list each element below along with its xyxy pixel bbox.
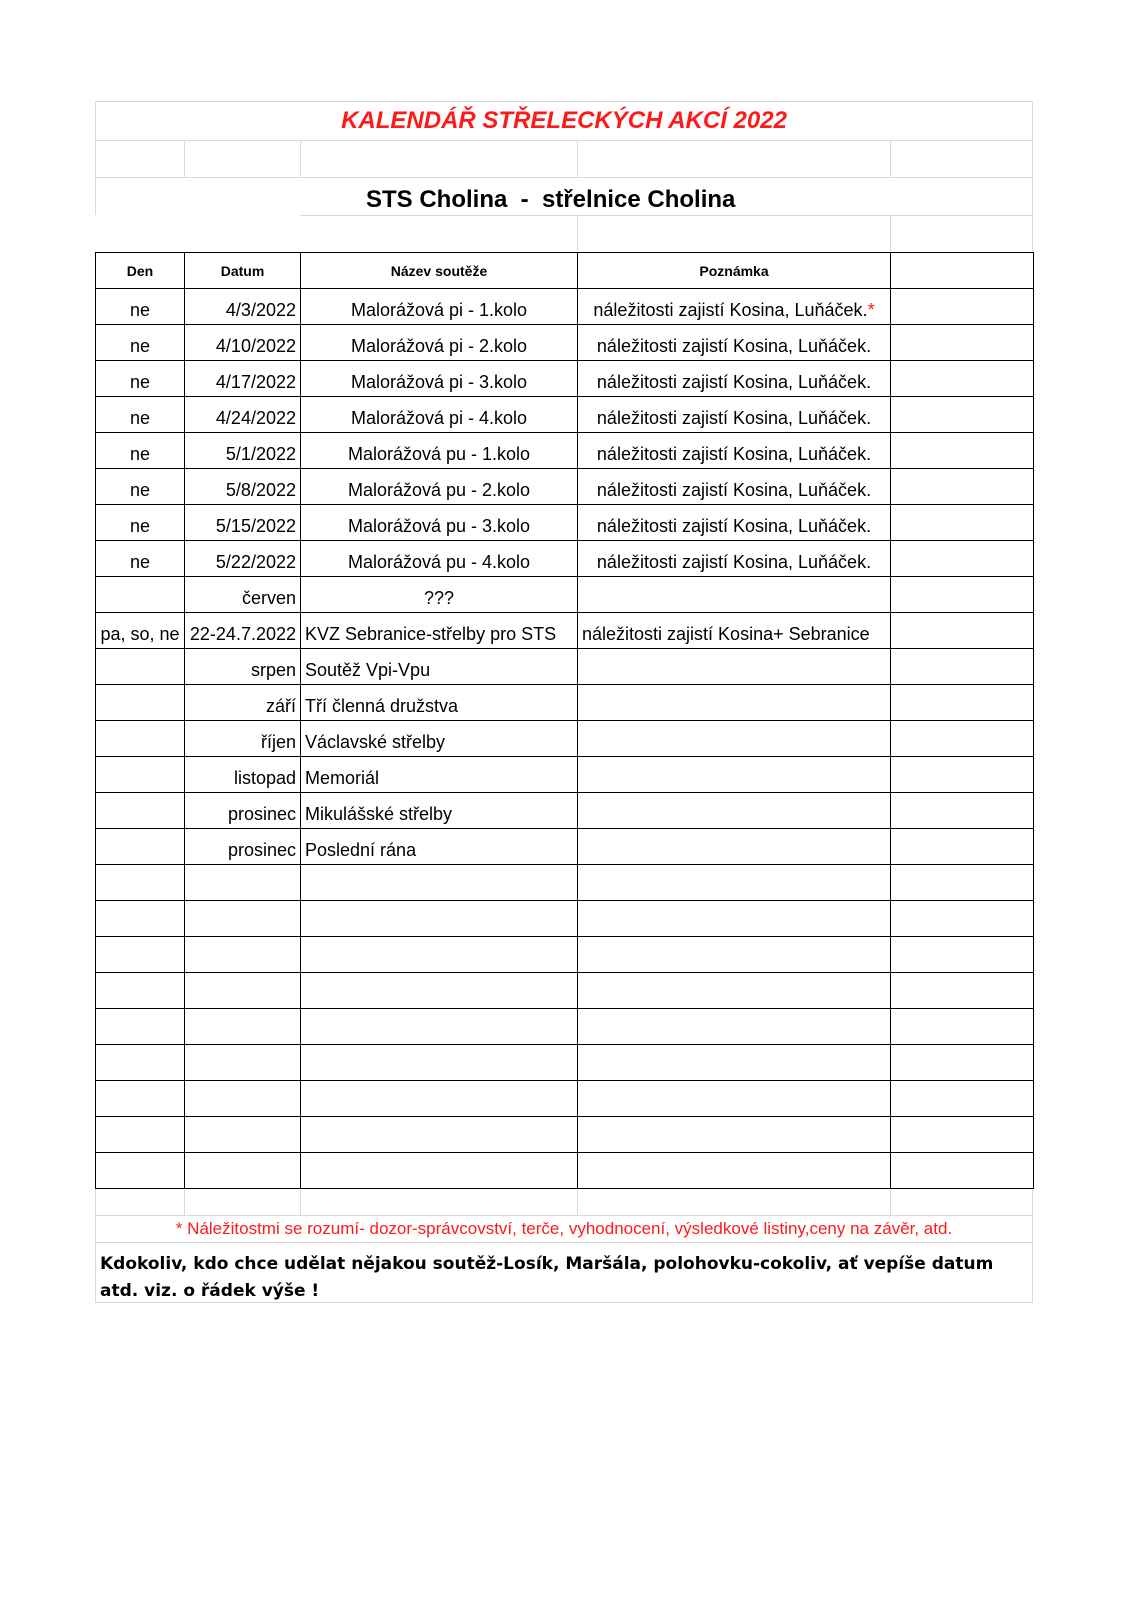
cell-datum[interactable]: [185, 1045, 301, 1081]
cell-nazev-text: Malorážová pi - 3.kolo: [350, 372, 528, 392]
cell-nazev[interactable]: [301, 289, 578, 325]
cell-nazev[interactable]: [301, 1117, 578, 1153]
cell-den-text: ne: [129, 552, 151, 572]
table-row: [96, 325, 1034, 361]
cell-extra[interactable]: [891, 577, 1034, 613]
cell-datum[interactable]: [185, 1081, 301, 1117]
cell-datum[interactable]: [185, 649, 301, 685]
table-row: [96, 1009, 1034, 1045]
footnote-marker: *: [867, 300, 875, 320]
cell-datum[interactable]: [185, 397, 301, 433]
blank-cell[interactable]: [95, 1189, 184, 1215]
header-datum: Datum: [185, 253, 301, 289]
table-row: [96, 433, 1034, 469]
table-row: [96, 865, 1034, 901]
cell-datum-text: 5/8/2022: [225, 480, 296, 500]
cell-den[interactable]: [96, 1081, 185, 1117]
cell-poznamka-text: náležitosti zajistí Kosina, Luňáček.: [596, 516, 872, 536]
cell-datum-text: srpen: [250, 660, 296, 680]
cell-datum[interactable]: [185, 289, 301, 325]
cell-den[interactable]: [96, 433, 185, 469]
cell-poznamka[interactable]: [578, 325, 891, 361]
footer-row: [95, 1242, 1033, 1303]
cell-datum-text: 5/15/2022: [215, 516, 296, 536]
cell-nazev[interactable]: [301, 829, 578, 865]
cell-poznamka[interactable]: [578, 469, 891, 505]
table-row: [96, 469, 1034, 505]
cell-den[interactable]: [96, 1009, 185, 1045]
blank-cell[interactable]: [577, 140, 890, 177]
cell-datum[interactable]: [185, 721, 301, 757]
cell-den[interactable]: [96, 469, 185, 505]
cell-datum[interactable]: [185, 505, 301, 541]
header-poznamka: Poznámka: [578, 253, 891, 289]
cell-den-text: ne: [129, 444, 151, 464]
cell-nazev[interactable]: [301, 397, 578, 433]
cell-nazev[interactable]: [301, 649, 578, 685]
table-row: [96, 505, 1034, 541]
cell-den-text: ne: [129, 408, 151, 428]
gap-divider: [890, 215, 891, 252]
table-header-row: [96, 253, 1034, 289]
cell-poznamka[interactable]: [578, 1117, 891, 1153]
cell-poznamka[interactable]: [578, 1009, 891, 1045]
cell-poznamka[interactable]: [578, 433, 891, 469]
cell-datum-text: listopad: [233, 768, 296, 788]
cell-datum[interactable]: [185, 541, 301, 577]
cell-poznamka[interactable]: [578, 361, 891, 397]
cell-nazev[interactable]: [301, 901, 578, 937]
cell-datum-text: 5/1/2022: [225, 444, 296, 464]
blank-cell[interactable]: [300, 140, 577, 177]
cell-datum-text: 22-24.7.2022: [189, 624, 296, 644]
cell-extra[interactable]: [891, 613, 1034, 649]
cell-extra[interactable]: [891, 1153, 1034, 1189]
cell-nazev[interactable]: [301, 1045, 578, 1081]
cell-nazev[interactable]: [301, 793, 578, 829]
cell-den[interactable]: [96, 613, 185, 649]
cell-extra[interactable]: [891, 1009, 1034, 1045]
cell-den-text: pa, so, ne: [100, 624, 180, 644]
cell-nazev[interactable]: [301, 577, 578, 613]
cell-nazev[interactable]: [301, 361, 578, 397]
cell-datum[interactable]: [185, 433, 301, 469]
events-table: [95, 252, 1034, 1189]
cell-den-text: ne: [129, 300, 151, 320]
cell-extra[interactable]: [891, 1117, 1034, 1153]
calendar-sheet: [95, 101, 1033, 1303]
cell-nazev-text: Malorážová pi - 1.kolo: [350, 300, 528, 320]
cell-poznamka[interactable]: [578, 973, 891, 1009]
cell-nazev[interactable]: [301, 973, 578, 1009]
cell-nazev-text: Malorážová pu - 3.kolo: [347, 516, 531, 536]
table-row: [96, 1117, 1034, 1153]
gap-divider: [577, 215, 578, 252]
table-row: [96, 1081, 1034, 1117]
cell-nazev[interactable]: [301, 541, 578, 577]
cell-datum[interactable]: [185, 829, 301, 865]
cell-datum[interactable]: [185, 973, 301, 1009]
cell-nazev[interactable]: [301, 325, 578, 361]
cell-den[interactable]: [96, 397, 185, 433]
cell-extra[interactable]: [891, 469, 1034, 505]
cell-nazev-text: Mikulášské střelby: [305, 804, 453, 824]
cell-extra[interactable]: [891, 541, 1034, 577]
cell-den[interactable]: [96, 505, 185, 541]
table-row: [96, 289, 1034, 325]
cell-den-text: ne: [129, 516, 151, 536]
cell-den[interactable]: [96, 973, 185, 1009]
cell-poznamka[interactable]: [578, 793, 891, 829]
cell-datum-text: 4/10/2022: [215, 336, 296, 356]
cell-nazev[interactable]: [301, 937, 578, 973]
table-row: [96, 721, 1034, 757]
cell-datum[interactable]: [185, 1153, 301, 1189]
cell-datum-text: prosinec: [227, 804, 296, 824]
cell-datum[interactable]: [185, 757, 301, 793]
blank-cell[interactable]: [890, 1189, 1033, 1215]
cell-extra[interactable]: [891, 793, 1034, 829]
table-row: [96, 577, 1034, 613]
cell-datum-text: 4/17/2022: [215, 372, 296, 392]
cell-extra[interactable]: [891, 289, 1034, 325]
cell-poznamka-text: náležitosti zajistí Kosina, Luňáček.: [596, 444, 872, 464]
header-den: Den: [96, 253, 185, 289]
cell-nazev[interactable]: [301, 1081, 578, 1117]
cell-nazev[interactable]: [301, 757, 578, 793]
cell-poznamka[interactable]: [578, 397, 891, 433]
cell-poznamka-text: náležitosti zajistí Kosina, Luňáček.: [596, 552, 872, 572]
cell-den[interactable]: [96, 865, 185, 901]
cell-datum-text: prosinec: [227, 840, 296, 860]
cell-nazev-text: Memoriál: [305, 768, 380, 788]
table-row: [96, 613, 1034, 649]
cell-datum[interactable]: [185, 901, 301, 937]
cell-datum[interactable]: [185, 469, 301, 505]
cell-den[interactable]: [96, 829, 185, 865]
note-row: [95, 1215, 1033, 1242]
cell-poznamka-text: náležitosti zajistí Kosina, Luňáček.: [596, 408, 872, 428]
cell-datum[interactable]: [185, 937, 301, 973]
cell-poznamka[interactable]: [578, 613, 891, 649]
cell-nazev-text: Tří členná družstva: [305, 696, 459, 716]
cell-den[interactable]: [96, 937, 185, 973]
cell-poznamka[interactable]: [578, 577, 891, 613]
cell-den[interactable]: [96, 541, 185, 577]
cell-poznamka[interactable]: [578, 1045, 891, 1081]
footnote: * Náležitostmi se rozumí- dozor-správcovství, terče, vyhodnocení, výsledkové listiny,ceny na závěr, atd.: [175, 1219, 953, 1238]
blank-cell[interactable]: [300, 1189, 577, 1215]
cell-den[interactable]: [96, 1045, 185, 1081]
cell-datum-text: 4/3/2022: [225, 300, 296, 320]
table-row: [96, 685, 1034, 721]
cell-nazev-text: KVZ Sebranice-střelby pro STS: [305, 624, 557, 644]
blank-cell[interactable]: [890, 140, 1033, 177]
table-row: [96, 397, 1034, 433]
cell-datum-text: 5/22/2022: [215, 552, 296, 572]
cell-extra[interactable]: [891, 973, 1034, 1009]
table-row: [96, 1045, 1034, 1081]
cell-datum[interactable]: [185, 577, 301, 613]
cell-extra[interactable]: [891, 433, 1034, 469]
cell-nazev[interactable]: [301, 1009, 578, 1045]
title-row: [95, 101, 1033, 140]
cell-nazev[interactable]: [301, 433, 578, 469]
blank-cell[interactable]: [184, 140, 300, 177]
cell-nazev[interactable]: [301, 685, 578, 721]
cell-nazev-text: Malorážová pi - 2.kolo: [350, 336, 528, 356]
blank-row: [95, 1189, 1033, 1215]
cell-nazev[interactable]: [301, 469, 578, 505]
cell-nazev[interactable]: [301, 1153, 578, 1189]
cell-poznamka[interactable]: [578, 757, 891, 793]
table-row: [96, 361, 1034, 397]
table-row: [96, 901, 1034, 937]
cell-datum[interactable]: [185, 793, 301, 829]
cell-den[interactable]: [96, 1117, 185, 1153]
cell-nazev-text: Václavské střelby: [305, 732, 446, 752]
cell-datum[interactable]: [185, 325, 301, 361]
cell-den-text: ne: [129, 372, 151, 392]
cell-extra[interactable]: [891, 505, 1034, 541]
cell-extra[interactable]: [891, 901, 1034, 937]
cell-poznamka[interactable]: [578, 829, 891, 865]
cell-den[interactable]: [96, 685, 185, 721]
cell-poznamka[interactable]: [578, 901, 891, 937]
cell-poznamka[interactable]: [578, 721, 891, 757]
header-nazev: Název soutěže: [301, 253, 578, 289]
table-row: [96, 541, 1034, 577]
cell-datum[interactable]: [185, 613, 301, 649]
cell-poznamka[interactable]: [578, 289, 891, 325]
cell-poznamka-text: náležitosti zajistí Kosina, Luňáček.: [593, 300, 868, 320]
cell-den[interactable]: [96, 325, 185, 361]
cell-nazev-text: Malorážová pu - 1.kolo: [347, 444, 531, 464]
cell-poznamka-text: náležitosti zajistí Kosina, Luňáček.: [596, 372, 872, 392]
cell-poznamka-text: náležitosti zajistí Kosina, Luňáček.: [596, 480, 872, 500]
cell-nazev[interactable]: [301, 613, 578, 649]
cell-nazev-text: Malorážová pi - 4.kolo: [350, 408, 528, 428]
cell-nazev-text: Poslední rána: [305, 840, 417, 860]
table-row: [96, 937, 1034, 973]
table-row: [96, 973, 1034, 1009]
cell-poznamka[interactable]: [578, 937, 891, 973]
cell-poznamka-text: náležitosti zajistí Kosina, Luňáček.: [596, 336, 872, 356]
header-extra: [891, 253, 1034, 289]
cell-extra[interactable]: [891, 397, 1034, 433]
cell-datum[interactable]: [185, 865, 301, 901]
cell-nazev[interactable]: [301, 505, 578, 541]
cell-poznamka-text: náležitosti zajistí Kosina+ Sebranice: [582, 624, 870, 644]
cell-poznamka[interactable]: [578, 865, 891, 901]
cell-den[interactable]: [96, 289, 185, 325]
subtitle-row: [95, 177, 1033, 215]
cell-datum-text: 4/24/2022: [215, 408, 296, 428]
cell-nazev[interactable]: [301, 721, 578, 757]
cell-den[interactable]: [96, 901, 185, 937]
cell-nazev-text: Malorážová pu - 4.kolo: [347, 552, 531, 572]
blank-cell[interactable]: [577, 1189, 890, 1215]
page-subtitle: STS Cholina - střelnice Cholina: [366, 186, 736, 213]
cell-poznamka[interactable]: [578, 1081, 891, 1117]
cell-den[interactable]: [96, 577, 185, 613]
cell-extra[interactable]: [891, 937, 1034, 973]
cell-poznamka[interactable]: [578, 505, 891, 541]
table-row: [96, 757, 1034, 793]
cell-datum[interactable]: [185, 361, 301, 397]
cell-nazev-text: Soutěž Vpi-Vpu: [305, 660, 431, 680]
cell-extra[interactable]: [891, 649, 1034, 685]
blank-row: [95, 140, 1033, 177]
cell-datum-text: září: [265, 696, 296, 716]
blank-cell[interactable]: [184, 1189, 300, 1215]
cell-extra[interactable]: [891, 721, 1034, 757]
cell-datum[interactable]: [185, 1009, 301, 1045]
cell-extra[interactable]: [891, 865, 1034, 901]
cell-nazev[interactable]: [301, 865, 578, 901]
cell-datum[interactable]: [185, 1117, 301, 1153]
gap-cell: [300, 215, 1033, 252]
cell-den-text: ne: [129, 480, 151, 500]
cell-poznamka[interactable]: [578, 649, 891, 685]
cell-extra[interactable]: [891, 1081, 1034, 1117]
cell-den[interactable]: [96, 793, 185, 829]
cell-poznamka[interactable]: [578, 541, 891, 577]
cell-datum-text: říjen: [260, 732, 296, 752]
cell-den-text: ne: [129, 336, 151, 356]
gap-row: [95, 215, 1033, 252]
cell-nazev-text: Malorážová pu - 2.kolo: [347, 480, 531, 500]
cell-extra[interactable]: [891, 325, 1034, 361]
cell-datum[interactable]: [185, 685, 301, 721]
cell-poznamka[interactable]: [578, 1153, 891, 1189]
footer-text: Kdokoliv, kdo chce udělat nějakou soutěž-Losík, Maršála, polohovku-cokoliv, ať vepíše datum atd. viz. o řádek výše !: [100, 1254, 994, 1301]
table-row: [96, 1153, 1034, 1189]
cell-extra[interactable]: [891, 1045, 1034, 1081]
table-row: [96, 649, 1034, 685]
cell-den[interactable]: [96, 721, 185, 757]
cell-poznamka[interactable]: [578, 685, 891, 721]
cell-den[interactable]: [96, 361, 185, 397]
cell-datum-text: červen: [241, 588, 296, 608]
table-row: [96, 829, 1034, 865]
cell-extra[interactable]: [891, 757, 1034, 793]
page-title: KALENDÁŘ STŘELECKÝCH AKCÍ 2022: [341, 107, 787, 134]
cell-extra[interactable]: [891, 685, 1034, 721]
cell-den[interactable]: [96, 649, 185, 685]
cell-den[interactable]: [96, 757, 185, 793]
cell-extra[interactable]: [891, 829, 1034, 865]
table-row: [96, 793, 1034, 829]
cell-den[interactable]: [96, 1153, 185, 1189]
cell-extra[interactable]: [891, 361, 1034, 397]
cell-nazev-text: ???: [423, 588, 455, 608]
blank-cell[interactable]: [95, 140, 184, 177]
